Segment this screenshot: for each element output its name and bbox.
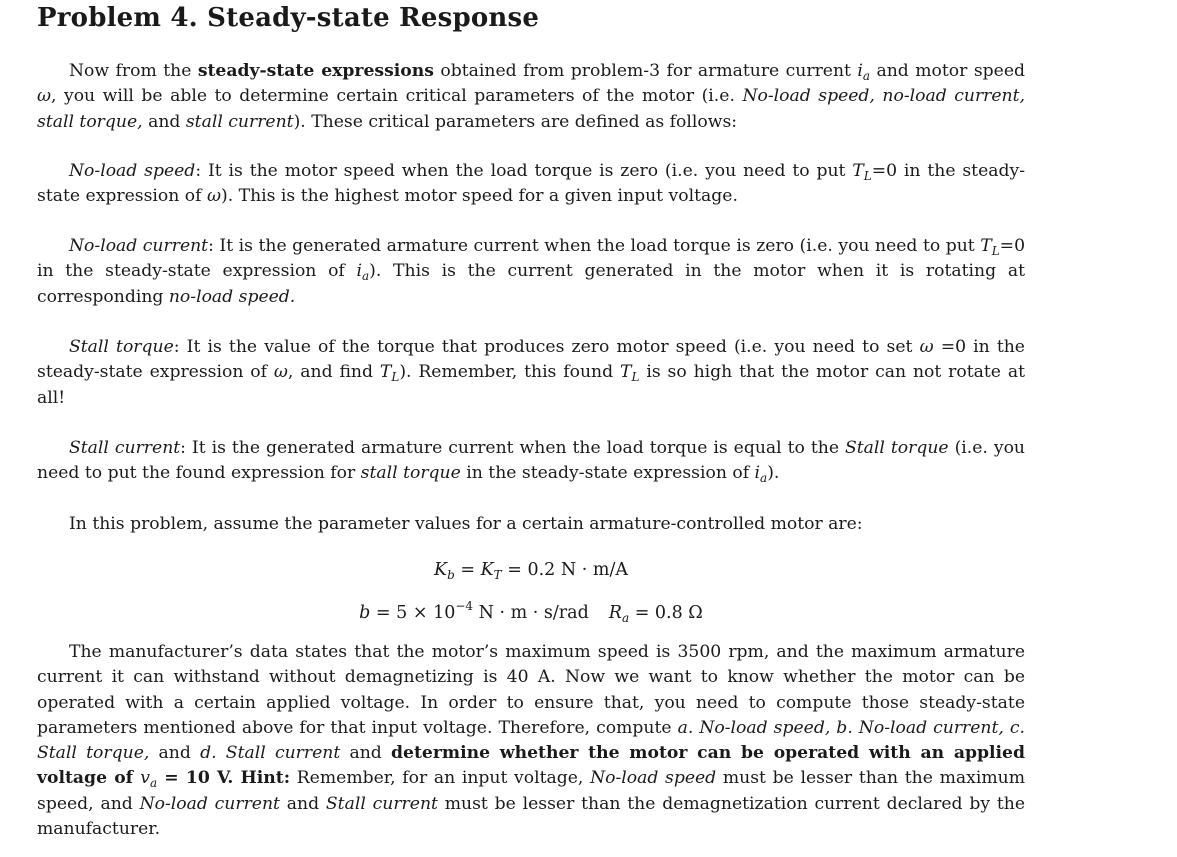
equation-b-ra [37,600,1025,626]
var-kb: K [434,560,448,580]
term-stall-torque: Stall torque [69,337,174,357]
text: (i.e. you need to put the found expression for [37,438,1025,484]
text: = 0.2 N · m/A [501,560,628,580]
var-b: b [359,603,371,623]
text: : It is the value of the torque that produces zero motor speed (i.e. you need to set [173,337,920,357]
bold-text: = 10 V. [157,768,234,789]
subscript: L [631,370,640,385]
italic-text: d. Stall current [200,743,341,764]
term-noload-current: No-load current [69,236,209,256]
assume-paragraph [37,512,1025,537]
text: = 5 × 10 [370,603,456,623]
text: must be lesser than the demagnetization current declared by the manufacturer. [37,793,1025,840]
text: ). [767,463,780,484]
problem-title: Problem 4. Steady-state Response [37,3,540,33]
var-tl: T [620,362,632,383]
italic-text: Stall current [325,793,438,814]
var-tl: T [852,161,864,181]
text: : It is the generated armature current when the load torque is zero (i.e. you need to put [208,236,981,256]
italic-text: Stall torque [845,438,949,458]
var-omega: ω [919,337,934,357]
text: and [279,793,326,814]
subscript: a [621,611,630,625]
text: : It is the motor speed when the load torque is zero (i.e. you need to put [195,161,853,181]
subscript: L [863,169,872,183]
text: =0 in the steady-state expression of [37,236,1026,282]
var-ra: R [608,603,622,623]
superscript: −4 [455,599,474,613]
var-ia: i [356,261,362,282]
text: Remember, for an input voltage, [290,768,591,789]
var-ia: i [857,61,863,81]
text: ). This is the highest motor speed for a given input voltage. [220,186,738,207]
subscript: a [760,471,768,486]
stall-current-paragraph [37,436,1025,487]
text: The manufacturer’s data states that the motor’s maximum speed is 3500 rpm, and the maximum armature current it can withstand without demagnetizing is 40 A. Now we want to know whether the motor can be operated with a certain applied voltage. In order to ensure that, you need to compute those steady-state parameters mentioned above for that input voltage. Therefore, compute [37,642,1025,738]
subscript: a [862,69,871,83]
noload-speed-paragraph [37,159,1025,210]
italic-text: a. No-load speed, b. No-load current, c. Stall torque, [37,717,1025,764]
stall-torque-paragraph [37,335,1025,411]
text: and [340,743,392,764]
text: is so high that the motor can not rotate at all! [37,362,1025,408]
text: must be lesser than the maximum speed, and [37,768,1025,814]
text: =0 in the steady-state expression of [37,161,1026,207]
intro-paragraph [37,59,1025,135]
text: , you will be able to determine certain critical parameters of the motor (i.e. [51,86,743,107]
subscript: a [149,776,158,791]
var-kt: K [480,560,494,580]
equation-kb-kt [37,557,1025,583]
italic-text: no-load speed. [168,286,296,307]
text: In this problem, assume the parameter values for a certain armature-controlled motor are: [69,514,863,534]
noload-current-paragraph [37,234,1025,310]
italic-text: stall torque [360,463,461,484]
bold-text: determine whether the motor can be operated with an applied voltage of [37,743,1026,789]
text: obtained from problem-3 for armature current [433,61,858,81]
hint-label: Hint: [233,768,291,789]
var-ia: i [754,463,761,484]
subscript: b [447,568,455,582]
italic-text: No-load speed [590,768,717,789]
italic-text: No-load speed, no-load current, stall torque, [37,86,1025,132]
text: and motor speed [870,61,1025,81]
var-omega: ω [273,362,288,383]
text: =0 in the steady-state expression of [37,337,1025,383]
bold-text: steady-state expressions [197,61,434,81]
var-omega: ω [37,86,52,107]
text: = [454,560,481,580]
text: = 0.8 Ω [629,603,703,623]
text: ). Remember, this found [399,362,620,383]
text: ). These critical parameters are defined as follows: [293,111,738,132]
var-va: v [140,768,150,789]
term-stall-current: Stall current [69,438,181,458]
final-paragraph [37,640,1025,842]
text: ). This is the current generated in the motor when it is rotating at corresponding [37,261,1025,307]
text: and [149,743,201,764]
text: Now from the [69,61,198,81]
subscript: a [362,269,370,284]
subscript: T [493,568,502,582]
var-tl: T [379,362,392,383]
text: , and find [287,362,380,383]
text: in the steady-state expression of [460,463,755,484]
italic-text: stall current [185,111,294,132]
italic-text: No-load current [139,793,280,814]
var-tl: T [980,236,992,256]
text: and [142,111,186,132]
term-noload-speed: No-load speed [69,161,196,181]
subscript: L [391,370,400,385]
text: : It is the generated armature current when the load torque is equal to the [180,438,845,458]
text: N · m · s/rad [473,603,589,623]
var-omega: ω [206,186,221,207]
subscript: L [991,244,1000,258]
